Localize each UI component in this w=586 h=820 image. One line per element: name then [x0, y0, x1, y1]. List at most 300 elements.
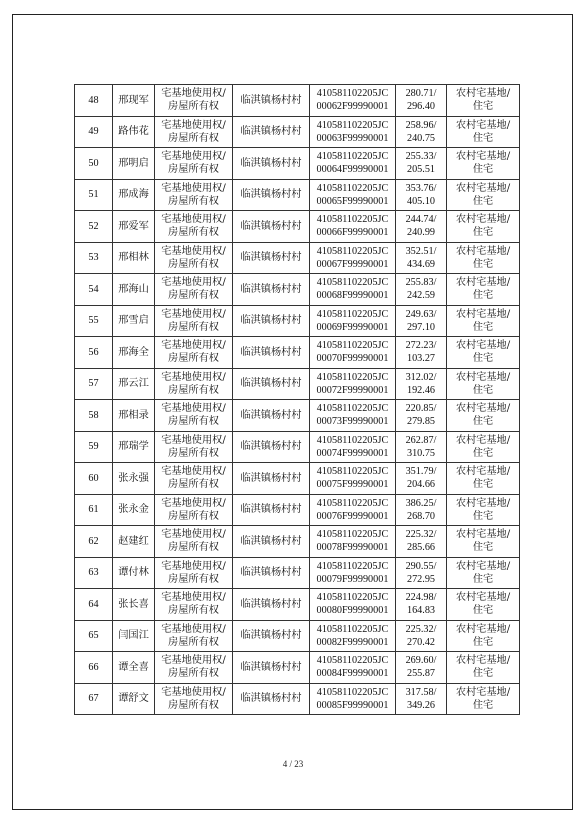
land-use-text: 农村宅基地/: [455, 371, 511, 383]
location: [233, 589, 310, 621]
area-value: [396, 431, 447, 463]
area-value: [396, 116, 447, 148]
owner-name-text: 赵建红: [118, 535, 149, 547]
table-row: [75, 305, 520, 337]
area-value-text: 258.96/: [405, 119, 437, 131]
row-number: [75, 557, 113, 589]
unit-code-text: 410581102205JC: [316, 560, 389, 572]
unit-code: [310, 463, 396, 495]
owner-name-text: 邢现军: [118, 94, 149, 106]
location-text: 临淇镇杨村村: [240, 346, 302, 358]
unit-code-text: 00074F99990001: [316, 447, 389, 459]
location: [233, 494, 310, 526]
area-value-text: 353.76/: [405, 182, 437, 194]
row-number: [75, 274, 113, 306]
location-text: 临淇镇杨村村: [240, 472, 302, 484]
area-value-text: 103.27: [406, 353, 435, 365]
unit-code-text: 410581102205JC: [316, 592, 389, 604]
row-number: [75, 116, 113, 148]
area-value-text: 192.46: [406, 384, 435, 396]
land-use-text: 住宅: [472, 573, 494, 585]
owner-name-text: 邢雪启: [118, 315, 149, 327]
unit-code-text: 410581102205JC: [316, 340, 389, 352]
owner-name: [113, 305, 155, 337]
land-use: [447, 148, 520, 180]
location-text: 临淇镇杨村村: [240, 598, 302, 610]
land-use: [447, 116, 520, 148]
row-number-text: 61: [88, 504, 99, 516]
location: [233, 242, 310, 274]
right-type: [155, 242, 233, 274]
area-value-text: 255.87: [406, 668, 435, 680]
row-number-text: 54: [88, 283, 99, 295]
unit-code-text: 410581102205JC: [316, 403, 389, 415]
location-text: 临淇镇杨村村: [240, 567, 302, 579]
area-value-text: 270.42: [406, 636, 435, 648]
unit-code: [310, 652, 396, 684]
area-value-text: 290.55/: [405, 560, 437, 572]
right-type-text: 房屋所有权: [168, 164, 219, 176]
land-use: [447, 305, 520, 337]
land-use-text: 住宅: [472, 195, 494, 207]
owner-name-text: 邢爱军: [118, 220, 149, 232]
row-number-text: 67: [88, 693, 99, 705]
land-use: [447, 85, 520, 117]
table-row: [75, 211, 520, 243]
area-value-text: 240.99: [406, 227, 435, 239]
unit-code: [310, 589, 396, 621]
row-number-text: 64: [88, 598, 99, 610]
right-type-text: 房屋所有权: [168, 353, 219, 365]
owner-name: [113, 368, 155, 400]
land-use-text: 住宅: [472, 290, 494, 302]
owner-name-text: 张永金: [118, 504, 149, 516]
owner-name-text: 谭全喜: [118, 661, 149, 673]
table-row: [75, 85, 520, 117]
land-use: [447, 400, 520, 432]
right-type-text: 房屋所有权: [168, 699, 219, 711]
right-type-text: 房屋所有权: [168, 605, 219, 617]
owner-name: [113, 494, 155, 526]
table-row: [75, 620, 520, 652]
area-value: [396, 85, 447, 117]
row-number: [75, 148, 113, 180]
right-type-text: 宅基地使用权/: [161, 308, 226, 320]
right-type-text: 宅基地使用权/: [161, 245, 226, 257]
right-type-text: 房屋所有权: [168, 195, 219, 207]
row-number-text: 59: [88, 441, 99, 453]
owner-name-text: 邢瑞学: [118, 441, 149, 453]
right-type-text: 宅基地使用权/: [161, 403, 226, 415]
land-use-text: 住宅: [472, 542, 494, 554]
row-number-text: 57: [88, 378, 99, 390]
unit-code: [310, 494, 396, 526]
row-number: [75, 463, 113, 495]
area-value-text: 268.70: [406, 510, 435, 522]
location-text: 临淇镇杨村村: [240, 630, 302, 642]
owner-name-text: 张长喜: [118, 598, 149, 610]
right-type-text: 宅基地使用权/: [161, 592, 226, 604]
unit-code-text: 00085F99990001: [316, 699, 389, 711]
unit-code-text: 00065F99990001: [316, 195, 389, 207]
land-use-text: 住宅: [472, 101, 494, 113]
land-use-text: 住宅: [472, 479, 494, 491]
land-use: [447, 337, 520, 369]
unit-code-text: 00078F99990001: [316, 542, 389, 554]
row-number: [75, 211, 113, 243]
area-value: [396, 242, 447, 274]
right-type-text: 房屋所有权: [168, 416, 219, 428]
land-use-text: 住宅: [472, 636, 494, 648]
land-use-text: 住宅: [472, 510, 494, 522]
area-value-text: 352.51/: [405, 245, 437, 257]
land-use-text: 农村宅基地/: [455, 466, 511, 478]
unit-code: [310, 148, 396, 180]
row-number-text: 65: [88, 630, 99, 642]
unit-code-text: 00067F99990001: [316, 258, 389, 270]
unit-code-text: 410581102205JC: [316, 466, 389, 478]
right-type: [155, 148, 233, 180]
right-type-text: 房屋所有权: [168, 542, 219, 554]
land-use: [447, 494, 520, 526]
right-type: [155, 494, 233, 526]
unit-code: [310, 242, 396, 274]
land-use: [447, 431, 520, 463]
land-use-text: 住宅: [472, 699, 494, 711]
area-value: [396, 683, 447, 715]
land-use-text: 住宅: [472, 258, 494, 270]
area-value: [396, 620, 447, 652]
right-type-text: 宅基地使用权/: [161, 466, 226, 478]
location-text: 临淇镇杨村村: [240, 504, 302, 516]
location: [233, 211, 310, 243]
owner-name-text: 邢海全: [118, 346, 149, 358]
unit-code-text: 410581102205JC: [316, 308, 389, 320]
right-type: [155, 274, 233, 306]
row-number: [75, 400, 113, 432]
right-type: [155, 116, 233, 148]
right-type: [155, 557, 233, 589]
unit-code-text: 410581102205JC: [316, 119, 389, 131]
row-number-text: 48: [88, 94, 99, 106]
unit-code-text: 410581102205JC: [316, 623, 389, 635]
unit-code-text: 00062F99990001: [316, 101, 389, 113]
owner-name-text: 张永强: [118, 472, 149, 484]
owner-name: [113, 652, 155, 684]
table-row: [75, 400, 520, 432]
location-text: 临淇镇杨村村: [240, 94, 302, 106]
row-number-text: 52: [88, 220, 99, 232]
owner-name: [113, 148, 155, 180]
location-text: 临淇镇杨村村: [240, 252, 302, 264]
location-text: 临淇镇杨村村: [240, 283, 302, 295]
table-row: [75, 557, 520, 589]
right-type-text: 房屋所有权: [168, 132, 219, 144]
land-use: [447, 463, 520, 495]
location-text: 临淇镇杨村村: [240, 315, 302, 327]
location: [233, 337, 310, 369]
table-row: [75, 526, 520, 558]
right-type-text: 宅基地使用权/: [161, 529, 226, 541]
area-value-text: 405.10: [406, 195, 435, 207]
location-text: 临淇镇杨村村: [240, 378, 302, 390]
location-text: 临淇镇杨村村: [240, 157, 302, 169]
unit-code-text: 410581102205JC: [316, 434, 389, 446]
area-value-text: 225.32/: [405, 529, 437, 541]
right-type: [155, 589, 233, 621]
area-value: [396, 148, 447, 180]
area-value: [396, 494, 447, 526]
table-row: [75, 148, 520, 180]
land-use-text: 住宅: [472, 416, 494, 428]
registry-rows: [75, 85, 520, 715]
area-value-text: 297.10: [406, 321, 435, 333]
area-value: [396, 589, 447, 621]
location: [233, 620, 310, 652]
owner-name-text: 邢海山: [118, 283, 149, 295]
right-type-text: 宅基地使用权/: [161, 151, 226, 163]
owner-name-text: 闫国江: [118, 630, 149, 642]
row-number: [75, 431, 113, 463]
right-type: [155, 400, 233, 432]
location: [233, 274, 310, 306]
area-value: [396, 652, 447, 684]
land-use-text: 住宅: [472, 668, 494, 680]
table-row: [75, 274, 520, 306]
owner-name: [113, 463, 155, 495]
land-use: [447, 179, 520, 211]
land-use: [447, 368, 520, 400]
table-row: [75, 431, 520, 463]
row-number-text: 58: [88, 409, 99, 421]
owner-name: [113, 431, 155, 463]
right-type: [155, 652, 233, 684]
area-value-text: 317.58/: [405, 686, 437, 698]
location: [233, 116, 310, 148]
area-value: [396, 526, 447, 558]
right-type: [155, 431, 233, 463]
unit-code-text: 00073F99990001: [316, 416, 389, 428]
land-use-text: 农村宅基地/: [455, 592, 511, 604]
location-text: 临淇镇杨村村: [240, 126, 302, 138]
table-row: [75, 463, 520, 495]
unit-code: [310, 116, 396, 148]
unit-code: [310, 557, 396, 589]
land-use: [447, 652, 520, 684]
land-use-text: 住宅: [472, 321, 494, 333]
land-use-text: 农村宅基地/: [455, 529, 511, 541]
area-value-text: 220.85/: [405, 403, 437, 415]
area-value: [396, 337, 447, 369]
right-type-text: 宅基地使用权/: [161, 560, 226, 572]
unit-code-text: 410581102205JC: [316, 182, 389, 194]
location-text: 临淇镇杨村村: [240, 441, 302, 453]
table-row: [75, 179, 520, 211]
land-use-text: 住宅: [472, 447, 494, 459]
location-text: 临淇镇杨村村: [240, 693, 302, 705]
unit-code: [310, 274, 396, 306]
area-value-text: 204.66: [406, 479, 435, 491]
land-use-text: 农村宅基地/: [455, 655, 511, 667]
land-use-text: 农村宅基地/: [455, 623, 511, 635]
owner-name-text: 邢相录: [118, 409, 149, 421]
row-number-text: 53: [88, 252, 99, 264]
right-type-text: 房屋所有权: [168, 447, 219, 459]
unit-code: [310, 85, 396, 117]
table-row: [75, 337, 520, 369]
right-type-text: 宅基地使用权/: [161, 119, 226, 131]
land-use-text: 农村宅基地/: [455, 214, 511, 226]
right-type-text: 房屋所有权: [168, 573, 219, 585]
land-use-text: 住宅: [472, 164, 494, 176]
row-number-text: 56: [88, 346, 99, 358]
table-row: [75, 116, 520, 148]
unit-code-text: 410581102205JC: [316, 245, 389, 257]
unit-code-text: 410581102205JC: [316, 214, 389, 226]
land-use-text: 农村宅基地/: [455, 151, 511, 163]
row-number: [75, 620, 113, 652]
location: [233, 85, 310, 117]
land-use: [447, 526, 520, 558]
right-type-text: 宅基地使用权/: [161, 340, 226, 352]
area-value-text: 386.25/: [405, 497, 437, 509]
owner-name: [113, 242, 155, 274]
area-value-text: 310.75: [406, 447, 435, 459]
owner-name-text: 邢云江: [118, 378, 149, 390]
row-number-text: 60: [88, 472, 99, 484]
land-use-text: 农村宅基地/: [455, 277, 511, 289]
area-value-text: 255.33/: [405, 151, 437, 163]
right-type-text: 宅基地使用权/: [161, 371, 226, 383]
row-number: [75, 683, 113, 715]
unit-code: [310, 211, 396, 243]
area-value-text: 349.26: [406, 699, 435, 711]
unit-code-text: 00069F99990001: [316, 321, 389, 333]
land-use: [447, 589, 520, 621]
owner-name: [113, 211, 155, 243]
location: [233, 148, 310, 180]
area-value-text: 224.98/: [405, 592, 437, 604]
area-value-text: 205.51: [406, 164, 435, 176]
area-value-text: 249.63/: [405, 308, 437, 320]
row-number: [75, 242, 113, 274]
area-value: [396, 463, 447, 495]
area-value-text: 434.69: [406, 258, 435, 270]
right-type: [155, 620, 233, 652]
right-type-text: 宅基地使用权/: [161, 88, 226, 100]
row-number-text: 63: [88, 567, 99, 579]
right-type-text: 房屋所有权: [168, 227, 219, 239]
unit-code-text: 410581102205JC: [316, 277, 389, 289]
location-text: 临淇镇杨村村: [240, 535, 302, 547]
right-type-text: 房屋所有权: [168, 101, 219, 113]
unit-code-text: 00076F99990001: [316, 510, 389, 522]
right-type-text: 宅基地使用权/: [161, 497, 226, 509]
right-type: [155, 368, 233, 400]
area-value-text: 312.02/: [405, 371, 437, 383]
unit-code: [310, 683, 396, 715]
right-type: [155, 305, 233, 337]
owner-name: [113, 400, 155, 432]
unit-code: [310, 400, 396, 432]
table-row: [75, 368, 520, 400]
right-type: [155, 179, 233, 211]
page-number: 4 / 23: [282, 759, 304, 769]
location-text: 临淇镇杨村村: [240, 220, 302, 232]
table-row: [75, 683, 520, 715]
unit-code: [310, 305, 396, 337]
land-use: [447, 211, 520, 243]
row-number: [75, 652, 113, 684]
unit-code-text: 00072F99990001: [316, 384, 389, 396]
area-value-text: 262.87/: [405, 434, 437, 446]
right-type: [155, 463, 233, 495]
row-number-text: 66: [88, 661, 99, 673]
location: [233, 652, 310, 684]
unit-code-text: 00064F99990001: [316, 164, 389, 176]
unit-code: [310, 526, 396, 558]
unit-code-text: 410581102205JC: [316, 529, 389, 541]
land-use-text: 农村宅基地/: [455, 497, 511, 509]
owner-name-text: 邢相林: [118, 252, 149, 264]
land-use-text: 农村宅基地/: [455, 686, 511, 698]
row-number: [75, 589, 113, 621]
row-number: [75, 85, 113, 117]
row-number-text: 51: [88, 189, 99, 201]
owner-name: [113, 116, 155, 148]
land-use-text: 农村宅基地/: [455, 403, 511, 415]
location: [233, 179, 310, 211]
unit-code: [310, 431, 396, 463]
unit-code: [310, 179, 396, 211]
table-row: [75, 242, 520, 274]
land-use-text: 住宅: [472, 227, 494, 239]
row-number-text: 50: [88, 157, 99, 169]
unit-code-text: 00075F99990001: [316, 479, 389, 491]
right-type: [155, 337, 233, 369]
area-value: [396, 274, 447, 306]
row-number-text: 62: [88, 535, 99, 547]
area-value-text: 242.59: [406, 290, 435, 302]
right-type-text: 宅基地使用权/: [161, 686, 226, 698]
unit-code-text: 00082F99990001: [316, 636, 389, 648]
area-value: [396, 557, 447, 589]
area-value-text: 269.60/: [405, 655, 437, 667]
land-use: [447, 620, 520, 652]
right-type-text: 宅基地使用权/: [161, 277, 226, 289]
area-value: [396, 305, 447, 337]
owner-name-text: 邢明启: [118, 157, 149, 169]
area-value-text: 164.83: [406, 605, 435, 617]
right-type-text: 房屋所有权: [168, 510, 219, 522]
row-number: [75, 179, 113, 211]
right-type: [155, 85, 233, 117]
land-use-text: 农村宅基地/: [455, 340, 511, 352]
unit-code-text: 00084F99990001: [316, 668, 389, 680]
right-type: [155, 683, 233, 715]
owner-name-text: 谭付林: [118, 567, 149, 579]
area-value-text: 255.83/: [405, 277, 437, 289]
land-use-text: 农村宅基地/: [455, 560, 511, 572]
location: [233, 683, 310, 715]
right-type: [155, 526, 233, 558]
area-value: [396, 211, 447, 243]
table-row: [75, 494, 520, 526]
right-type-text: 房屋所有权: [168, 290, 219, 302]
land-use-text: 农村宅基地/: [455, 119, 511, 131]
registry-table: [74, 84, 520, 715]
right-type-text: 房屋所有权: [168, 384, 219, 396]
